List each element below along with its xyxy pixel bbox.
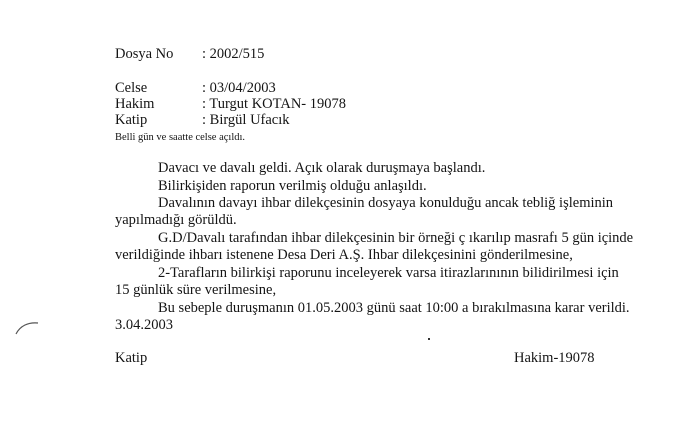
celse-label: Celse (115, 80, 148, 96)
body-line-10: 3.04.2003 (115, 317, 173, 333)
scan-dot (428, 338, 430, 340)
body-line-9: Bu sebeple duruşmanın 01.05.2003 günü saat 10:00 a bırakılmasına karar verildi. (158, 300, 630, 316)
footer-katip: Katip (115, 350, 148, 366)
hakim-label: Hakim (115, 96, 155, 112)
body-line-6: verildiğinde ihbarı istenene Desa Deri A.Ş. Ihbar dilekçesinini gönderilmesine, (115, 247, 573, 263)
footer-hakim: Hakim-19078 (514, 350, 595, 366)
hakim-value: : Turgut KOTAN- 19078 (202, 96, 346, 112)
body-line-5: G.D/Davalı tarafından ihbar dilekçesinin bir örneği ç ıkarılıp masrafı 5 gün içinde (158, 230, 634, 246)
katip-label: Katip (115, 112, 148, 128)
body-line-1: Davacı ve davalı geldi. Açık olarak duruşmaya başlandı. (158, 160, 486, 176)
body-line-4: yapılmadığı görüldü. (115, 212, 237, 228)
dosya-no-label: Dosya No (115, 46, 174, 62)
opening-note: Belli gün ve saatte celse açıldı. (115, 132, 246, 143)
body-line-3: Davalının davayı ihbar dilekçesinin dosyaya konulduğu ancak tebliğ işleminin (158, 195, 614, 211)
body-line-8: 15 günlük süre verilmesine, (115, 282, 277, 298)
body-line-2: Bilirkişiden raporun verilmiş olduğu anlaşıldı. (158, 178, 427, 194)
body-line-7: 2-Tarafların bilirkişi raporunu inceleyerek varsa itirazlarınının bilidirilmesi için (158, 265, 619, 281)
celse-value: : 03/04/2003 (202, 80, 276, 96)
katip-value: : Birgül Ufacık (202, 112, 290, 128)
dosya-no-value: : 2002/515 (202, 46, 265, 62)
scan-mark (14, 316, 40, 338)
